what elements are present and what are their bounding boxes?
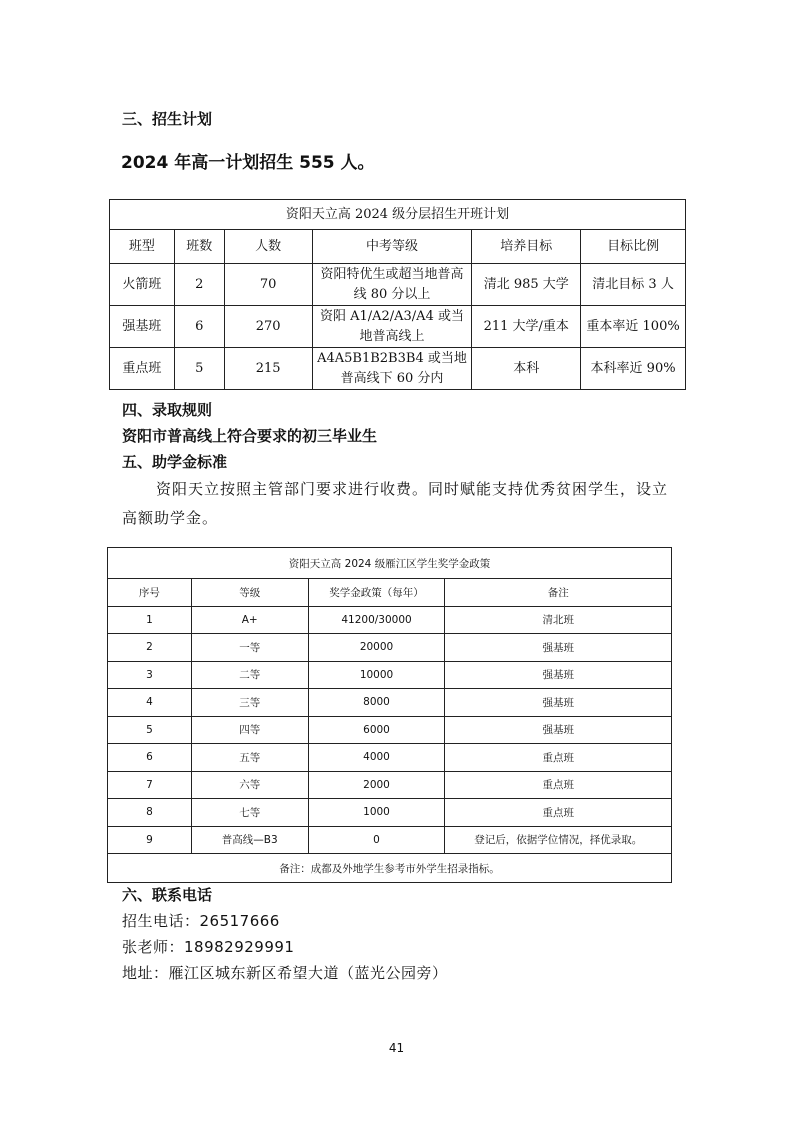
enrollment-plan-sentence: 2024 年高一计划招生 555 人。 [121,153,375,173]
scholarship-header-row [108,579,672,607]
table-cell: 清北 985 大学 [472,264,581,306]
section-3-heading: 三、招生计划 [122,110,213,128]
table-cell: 清北目标 3 人 [581,264,686,306]
teacher-phone: 张老师：18982929991 [122,938,295,956]
table-row [108,771,672,799]
table-cell: 登记后，依据学位情况，择优录取。 [445,826,672,854]
school-address: 地址：雁江区城东新区希望大道（蓝光公园旁） [122,964,448,982]
table-cell: 8 [108,799,192,827]
scholarship-table [107,547,672,883]
table-cell: 215 [224,348,312,390]
admission-rule: 资阳市普高线上符合要求的初三毕业生 [122,427,378,445]
table-cell: 2 [174,264,224,306]
table-cell: 普高线—B3 [191,826,308,854]
table-cell: 强基班 [445,716,672,744]
table-cell: 强基班 [445,689,672,717]
table-cell: 重点班 [445,799,672,827]
table-cell: 20000 [308,634,445,662]
table-cell: 41200/30000 [308,606,445,634]
table-row [108,661,672,689]
table-cell: 4 [108,689,192,717]
table-row [110,348,686,390]
scholarship-table-note: 备注：成都及外地学生参考市外学生招录指标。 [108,854,672,883]
table-cell: 70 [224,264,312,306]
section-6-heading: 六、联系电话 [122,886,213,904]
table-cell: 强基班 [445,661,672,689]
section-4-heading: 四、录取规则 [122,401,213,419]
table-cell: 二等 [191,661,308,689]
table-cell: 6000 [308,716,445,744]
table-cell: A+ [191,606,308,634]
table-cell: 1 [108,606,192,634]
table-cell: 本科率近 90% [581,348,686,390]
table-cell: 9 [108,826,192,854]
table-cell: 六等 [191,771,308,799]
table-row [108,716,672,744]
table-cell: 1000 [308,799,445,827]
table-cell: 资阳 A1/A2/A3/A4 或当地普高线上 [312,306,472,348]
table-cell: 6 [174,306,224,348]
enrollment-plan-table [109,199,686,390]
table-cell: 4000 [308,744,445,772]
table-row [108,689,672,717]
table-cell: 211 大学/重本 [472,306,581,348]
scholarship-header-remark: 备注 [445,579,672,607]
table-row [108,744,672,772]
plan-header-exam-level: 中考等级 [312,230,472,264]
section-5-heading: 五、助学金标准 [122,453,228,471]
table-cell: 三等 [191,689,308,717]
table-row [108,799,672,827]
plan-header-class-count: 班数 [174,230,224,264]
table-cell: 火箭班 [110,264,175,306]
table-cell: 10000 [308,661,445,689]
table-cell: 清北班 [445,606,672,634]
table-row [110,306,686,348]
financial-aid-paragraph: 资阳天立按照主管部门要求进行收费。同时赋能支持优秀贫困学生，设立高额助学金。 [122,480,669,527]
table-cell: 7 [108,771,192,799]
table-cell: 重本率近 100% [581,306,686,348]
table-cell: 重点班 [445,744,672,772]
table-cell: 一等 [191,634,308,662]
table-cell: 重点班 [445,771,672,799]
table-row [108,634,672,662]
plan-header-class-type: 班型 [110,230,175,264]
table-cell: 5 [174,348,224,390]
table-cell: A4A5B1B2B3B4 或当地普高线下 60 分内 [312,348,472,390]
table-cell: 2 [108,634,192,662]
plan-table-caption: 资阳天立高 2024 级分层招生开班计划 [110,200,686,230]
table-row [108,826,672,854]
table-row [108,606,672,634]
table-cell: 重点班 [110,348,175,390]
table-cell: 四等 [191,716,308,744]
table-cell: 2000 [308,771,445,799]
table-row [110,264,686,306]
enrollment-phone: 招生电话：26517666 [122,912,280,930]
table-cell: 5 [108,716,192,744]
plan-header-goal: 培养目标 [472,230,581,264]
scholarship-header-grade: 等级 [191,579,308,607]
table-cell: 270 [224,306,312,348]
table-cell: 8000 [308,689,445,717]
plan-header-target-ratio: 目标比例 [581,230,686,264]
table-cell: 0 [308,826,445,854]
table-cell: 资阳特优生或超当地普高线 80 分以上 [312,264,472,306]
table-cell: 6 [108,744,192,772]
table-cell: 强基班 [110,306,175,348]
scholarship-header-amount: 奖学金政策（每年） [308,579,445,607]
table-cell: 强基班 [445,634,672,662]
table-cell: 七等 [191,799,308,827]
page-number: 41 [388,1041,405,1055]
plan-header-students: 人数 [224,230,312,264]
table-cell: 3 [108,661,192,689]
scholarship-table-caption: 资阳天立高 2024 级雁江区学生奖学金政策 [108,548,672,579]
scholarship-header-no: 序号 [108,579,192,607]
table-cell: 本科 [472,348,581,390]
table-cell: 五等 [191,744,308,772]
plan-table-header-row [110,230,686,264]
